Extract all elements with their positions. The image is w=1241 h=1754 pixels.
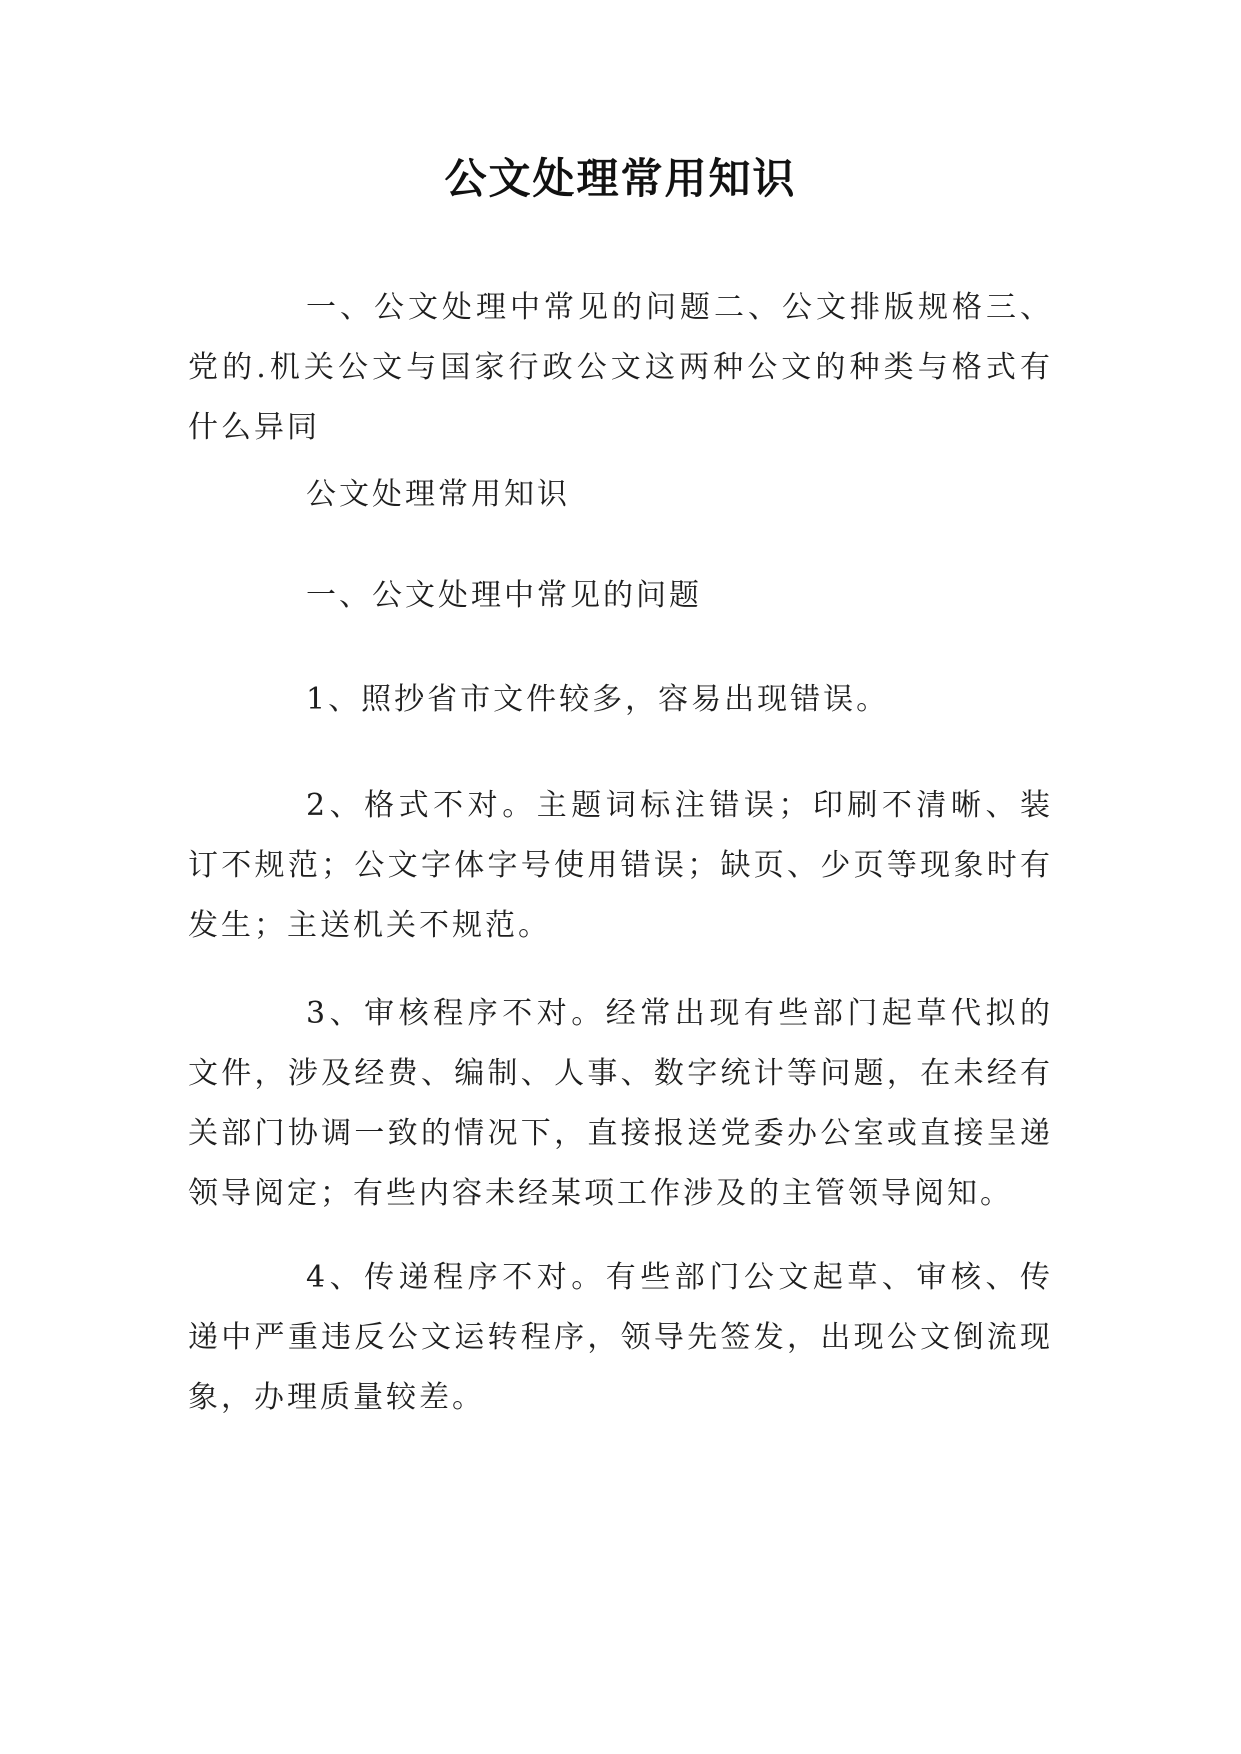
list-item-3: 3、审核程序不对。经常出现有些部门起草代拟的文件，涉及经费、编制、人事、数字统计等问题，在未经有关部门协调一致的情况下，直接报送党委办公室或直接呈递领导阅定；有些内容未经某项工作涉及的主管领导阅知。	[188, 996, 1053, 1211]
paragraph-subtitle: 公文处理常用知识	[306, 477, 570, 512]
section-heading-1: 一、公文处理中常见的问题	[306, 578, 702, 613]
list-item-1: 1、照抄省市文件较多，容易出现错误。	[306, 682, 890, 717]
list-item-2: 2、格式不对。主题词标注错误；印刷不清晰、装订不规范；公文字体字号使用错误；缺页、少页等现象时有发生；主送机关不规范。	[188, 788, 1053, 943]
list-item-4: 4、传递程序不对。有些部门公文起草、审核、传递中严重违反公文运转程序，领导先签发，出现公文倒流现象，办理质量较差。	[188, 1260, 1053, 1415]
paragraph-intro: 一、公文处理中常见的问题二、公文排版规格三、党的.机关公文与国家行政公文这两种公文的种类与格式有什么异同	[188, 290, 1053, 445]
document-title: 公文处理常用知识	[444, 154, 797, 203]
